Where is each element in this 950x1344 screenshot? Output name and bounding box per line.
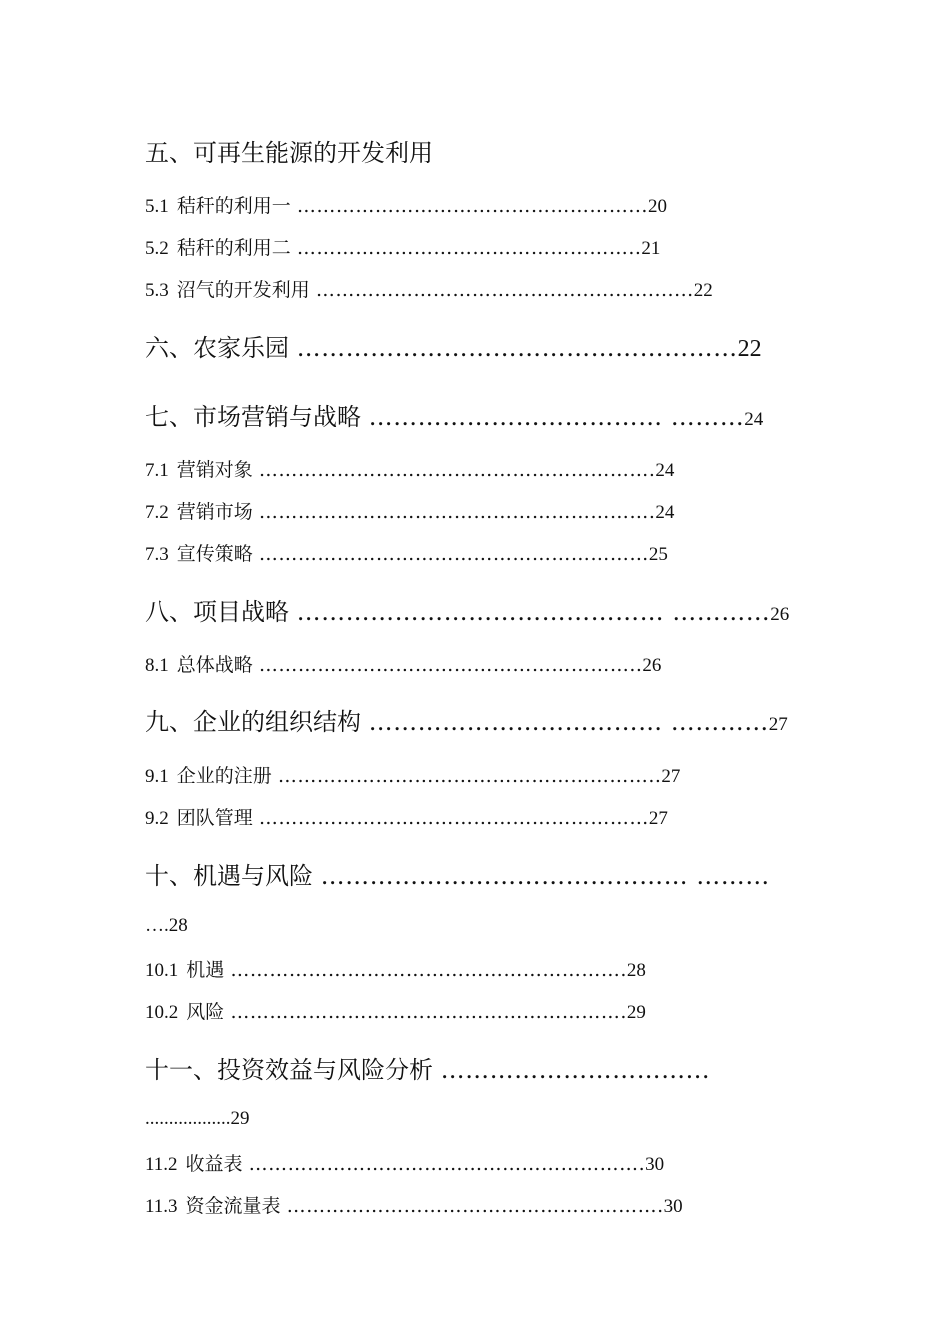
toc-entry-10-2	[145, 997, 646, 1024]
toc-entry-number: 5.1	[145, 196, 169, 217]
toc-entry-title: 风险	[186, 1001, 225, 1023]
toc-section-11	[145, 1050, 710, 1085]
toc-entry-7-3	[145, 539, 668, 566]
toc-page-number: ….28	[145, 915, 188, 936]
toc-page-number: 29	[626, 1002, 646, 1023]
toc-entry-title: 秸秆的利用二	[176, 237, 291, 259]
toc-entry-number: 11.2	[145, 1154, 178, 1175]
toc-entry-11-2	[145, 1149, 664, 1176]
toc-page-number: 21	[641, 238, 661, 259]
toc-leader: ………………………………………………….	[286, 1195, 664, 1217]
toc-entry-title: 营销对象	[176, 459, 253, 481]
toc-entry-title: 资金流量表	[185, 1195, 281, 1217]
toc-entry-8-1	[145, 650, 661, 677]
toc-leader: ………………………………......................	[315, 279, 694, 301]
toc-entry-title: 总体战略	[176, 654, 253, 676]
toc-page-number: 24	[655, 502, 675, 523]
toc-entry-5-3	[145, 275, 713, 302]
toc-leader: ……………………………………… …………	[296, 598, 771, 626]
toc-leader: …………………………………………………..	[258, 654, 643, 676]
toc-entry-number: 11.3	[145, 1196, 178, 1217]
toc-section-10-page	[145, 914, 188, 937]
toc-entry-5-2	[145, 233, 660, 260]
toc-entry-number: 7.1	[145, 460, 169, 481]
toc-entry-7-2	[145, 497, 674, 524]
toc-leader: ……………………………………………...	[296, 195, 648, 217]
toc-entry-number: 9.2	[145, 808, 169, 829]
toc-heading: 十一、投资效益与风险分析	[145, 1056, 433, 1084]
toc-page-number: ..................29	[145, 1108, 250, 1129]
toc-leader: ……………………………………………………	[258, 807, 649, 829]
toc-entry-7-1	[145, 455, 674, 482]
toc-section-9	[145, 702, 788, 737]
toc-entry-5-1	[145, 191, 667, 218]
toc-entry-number: 8.1	[145, 655, 169, 676]
toc-leader: …………………………………………………….	[258, 459, 656, 481]
toc-heading: 七、市场营销与战略	[145, 403, 361, 431]
toc-heading: 五、可再生能源的开发利用	[145, 139, 433, 167]
toc-page-number: 22	[693, 280, 713, 301]
toc-entry-number: 9.1	[145, 766, 169, 787]
toc-leader: ……………………………… …………	[368, 708, 769, 736]
toc-section-6	[145, 328, 762, 363]
toc-entry-number: 7.3	[145, 544, 169, 565]
toc-leader: …………………………………………………….	[230, 959, 627, 981]
toc-leader: ……………………………………… ………	[320, 862, 770, 890]
toc-entry-11-3	[145, 1191, 683, 1218]
toc-entry-9-1	[145, 761, 680, 788]
toc-entry-title: 营销市场	[176, 501, 253, 523]
toc-page-number: 27	[661, 766, 681, 787]
toc-page-number: 30	[645, 1154, 665, 1175]
toc-page-number: 28	[626, 960, 646, 981]
toc-entry-number: 5.2	[145, 238, 169, 259]
toc-page-number: 25	[648, 544, 668, 565]
toc-page-number: 27	[768, 714, 788, 735]
toc-entry-title: 宣传策略	[176, 543, 253, 565]
toc-page-number: 24	[655, 460, 675, 481]
toc-page-number: 20	[647, 196, 667, 217]
toc-entry-title: 收益表	[185, 1153, 243, 1175]
toc-page-number: 22	[737, 336, 762, 362]
toc-entry-title: 机遇	[186, 959, 225, 981]
toc-entry-title: 秸秆的利用一	[176, 195, 291, 217]
toc-entry-number: 7.2	[145, 502, 169, 523]
toc-page-number: 26	[770, 604, 790, 625]
toc-entry-number: 10.2	[145, 1002, 179, 1023]
toc-entry-title: 团队管理	[176, 807, 253, 829]
toc-leader: ………………………………………………	[296, 334, 738, 362]
toc-heading: 八、项目战略	[145, 598, 289, 626]
toc-entry-number: 10.1	[145, 960, 179, 981]
toc-leader: …………………………………………………….	[248, 1153, 646, 1175]
toc-section-11-page	[145, 1107, 250, 1130]
toc-section-10	[145, 856, 770, 891]
toc-entry-title: 企业的注册	[176, 765, 272, 787]
toc-heading: 六、农家乐园	[145, 334, 289, 362]
toc-leader: ……………………………… ………	[368, 403, 745, 431]
toc-entry-10-1	[145, 955, 646, 982]
toc-heading: 十、机遇与风险	[145, 862, 313, 890]
toc-entry-title: 沼气的开发利用	[176, 279, 310, 301]
toc-heading: 九、企业的组织结构	[145, 708, 361, 736]
toc-page-number: 27	[648, 808, 668, 829]
toc-entry-9-2	[145, 803, 668, 830]
toc-section-8	[145, 592, 789, 627]
toc-page-number: 30	[663, 1196, 683, 1217]
toc-leader: …………………………...	[440, 1056, 711, 1084]
toc-entry-number: 5.3	[145, 280, 169, 301]
toc-leader: ……………………………………………………	[258, 543, 649, 565]
toc-page-number: 26	[642, 655, 662, 676]
toc-leader: …………………………………………………..	[277, 765, 662, 787]
toc-leader: …………………………………………………….	[258, 501, 656, 523]
toc-leader: ……………………………………………..	[296, 237, 642, 259]
toc-leader: …………………………………………………….	[230, 1001, 627, 1023]
toc-page-number: 24	[744, 409, 764, 430]
toc-section-7	[145, 397, 763, 432]
toc-section-5	[145, 133, 433, 168]
